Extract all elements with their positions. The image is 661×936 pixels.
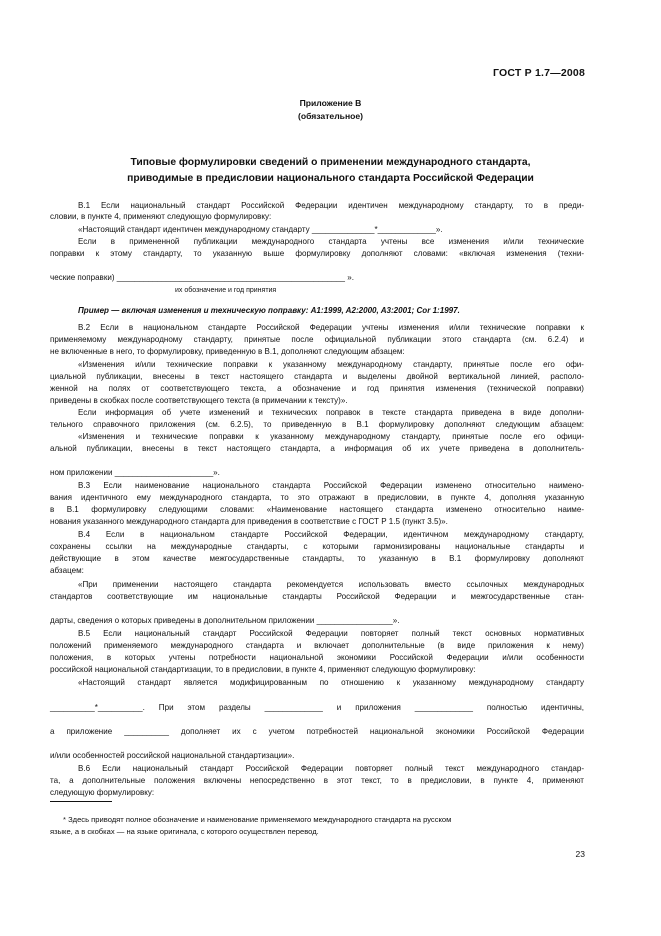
appendix-title: Приложение В <box>299 98 362 108</box>
paragraph-line: женной на полях от соответствующего текста, а обозначение и год принятия изменения (технической поправки) <box>50 384 584 393</box>
paragraph-line: а приложение __________ дополняет их с учетом потребностей национальной экономики Российской Федерации <box>50 727 584 736</box>
paragraph-line: «Настоящий стандарт является модифицированным по отношению к указанному международному стандарту <box>78 678 584 687</box>
paragraph-line: тельного справочного приложения (см. 6.2.5), то приведенную в В.1 формулировку дополняют следующим абзацем: <box>50 420 584 429</box>
paragraph-line: и/или особенностей российской национальной стандартизации». <box>50 751 295 760</box>
paragraph-line: российской национальной стандартизации, то в предисловии, в пункте 4, применяют следующую формулировку: <box>50 665 476 674</box>
paragraph-line: в В.1 формулировку следующими словами: «Наименование настоящего стандарта изменено относительно наиме- <box>50 505 584 514</box>
paragraph-line: положений применяемого международного стандарта и включает дополнительные (в виде приложения к нему) <box>50 641 584 650</box>
paragraph-line: В.6 Если национальный стандарт Российской Федерации повторяет полный текст международного стандар- <box>78 764 584 773</box>
paragraph-line: абзацем: <box>50 566 84 575</box>
footnote-line: языке, а в скобках — на языке оригинала, с которого осуществлен перевод. <box>50 827 319 836</box>
paragraph-line: альной публикации, внесены в текст настоящего стандарта, а информация об их учете приведена в дополнитель- <box>50 444 584 453</box>
paragraph-line: нования указанного международного стандарта для приведения в соответствие с ГОСТ Р 1.5 (пункт 3.5)». <box>50 517 448 526</box>
paragraph-line: «Изменения и технические поправки к указанному международному стандарту, принятые после его офици- <box>78 432 584 441</box>
paragraph-line: __________*__________. При этом разделы _____________ и приложения _____________ полностью идентичны, <box>50 703 584 712</box>
paragraph-line: «Изменения и/или технические поправки к указанному международному стандарту, принятые после его офи- <box>78 360 584 369</box>
paragraph-line: В.1 Если национальный стандарт Российской Федерации идентичен международному стандарту, то в преди- <box>78 201 584 210</box>
section-heading-line1: Типовые формулировки сведений о применении международного стандарта, <box>130 157 531 168</box>
paragraph-line: Если в примененной публикации международного стандарта учтены все изменения и/или технические <box>78 237 584 246</box>
paragraph-line: ном приложении ______________________». <box>50 468 220 477</box>
footnote-divider <box>50 801 112 802</box>
paragraph-line: В.4 Если в национальном стандарте Российской Федерации, идентичном международному стандарту, <box>78 530 584 539</box>
paragraph-line: действующие в этом качестве межгосударственные стандарты, то указанную в В.1 формулировку дополняют <box>50 554 584 563</box>
paragraph-line: В.5 Если национальный стандарт Российской Федерации повторяет полный текст основных нормативных <box>78 629 584 638</box>
paragraph-line: приведены в скобках после соответствующего текста (в примечании к тексту)». <box>50 396 348 405</box>
standard-id: ГОСТ Р 1.7—2008 <box>492 67 585 79</box>
paragraph-line: словии, в пункте 4, применяют следующую формулировку: <box>50 212 272 221</box>
paragraph-line: В.2 Если в национальном стандарте Российской Федерации учтены изменения и/или технические поправки к <box>78 323 584 332</box>
paragraph-line: та, а дополнительные положения включены непосредственно в этот текст, то в предисловии, в пункте 4, применяют <box>50 776 584 785</box>
paragraph-line: дарты, сведения о которых приведены в дополнительном приложении _________________». <box>50 616 400 625</box>
page-number: 23 <box>575 849 585 859</box>
paragraph-line: положения, в которых учтены потребности национальной экономики Российской Федерации и/или особенности <box>50 653 584 662</box>
example-line: Пример — включая изменения и техническую поправку: A1:1999, A2:2000, A3:2001; Cor 1:1997. <box>78 306 460 315</box>
paragraph-line: В.3 Если наименование национального стандарта Российской Федерации изменено относительно наимено- <box>78 481 584 490</box>
paragraph-line: циальной публикации, внесены в текст настоящего стандарта и выделены двойной вертикальной линией, располо- <box>50 372 584 381</box>
paragraph-line: «Настоящий стандарт идентичен международному стандарту ______________*_____________». <box>78 225 443 234</box>
paragraph-line: «При применении настоящего стандарта рекомендуется использовать вместо ссылочных международных <box>78 580 584 589</box>
paragraph-line: следующую формулировку: <box>50 788 155 797</box>
paragraph-line: вания идентичного ему международного стандарта, то это отражают в предисловии, в пункте 4, дополняя указанную <box>50 493 584 502</box>
blank-caption: их обозначение и год принятия <box>175 287 277 294</box>
paragraph-line: ческие поправки) ___________________________________________________ ». <box>50 273 354 282</box>
paragraph-line: Если информация об учете изменений и технических поправок в тексте стандарта приведена в виде дополни- <box>78 408 584 417</box>
paragraph-line: стандартов соответствующие им национальные стандарты Российской Федерации и межгосударственные стан- <box>50 592 584 601</box>
paragraph-line: поправки к этому стандарту, то указанную выше формулировку дополняют словами: «включая изменения (техни- <box>50 249 584 258</box>
paragraph-line: применяемому международному стандарту, принятые после официальной публикации этого стандарта (см. 6.2.4) и <box>50 335 584 344</box>
paragraph-line: сохранены ссылки на международные стандарты, с которыми гармонизированы национальные стандарты и <box>50 542 584 551</box>
section-heading-line2: приводимые в предисловии национального стандарта Российской Федерации <box>127 173 534 184</box>
appendix-status: (обязательное) <box>297 111 364 121</box>
footnote-line: * Здесь приводят полное обозначение и наименование применяемого международного стандарта на русском <box>63 815 452 824</box>
paragraph-line: не включенные в него, то формулировку, приведенную в В.1, дополняют следующим абзацем: <box>50 347 405 356</box>
